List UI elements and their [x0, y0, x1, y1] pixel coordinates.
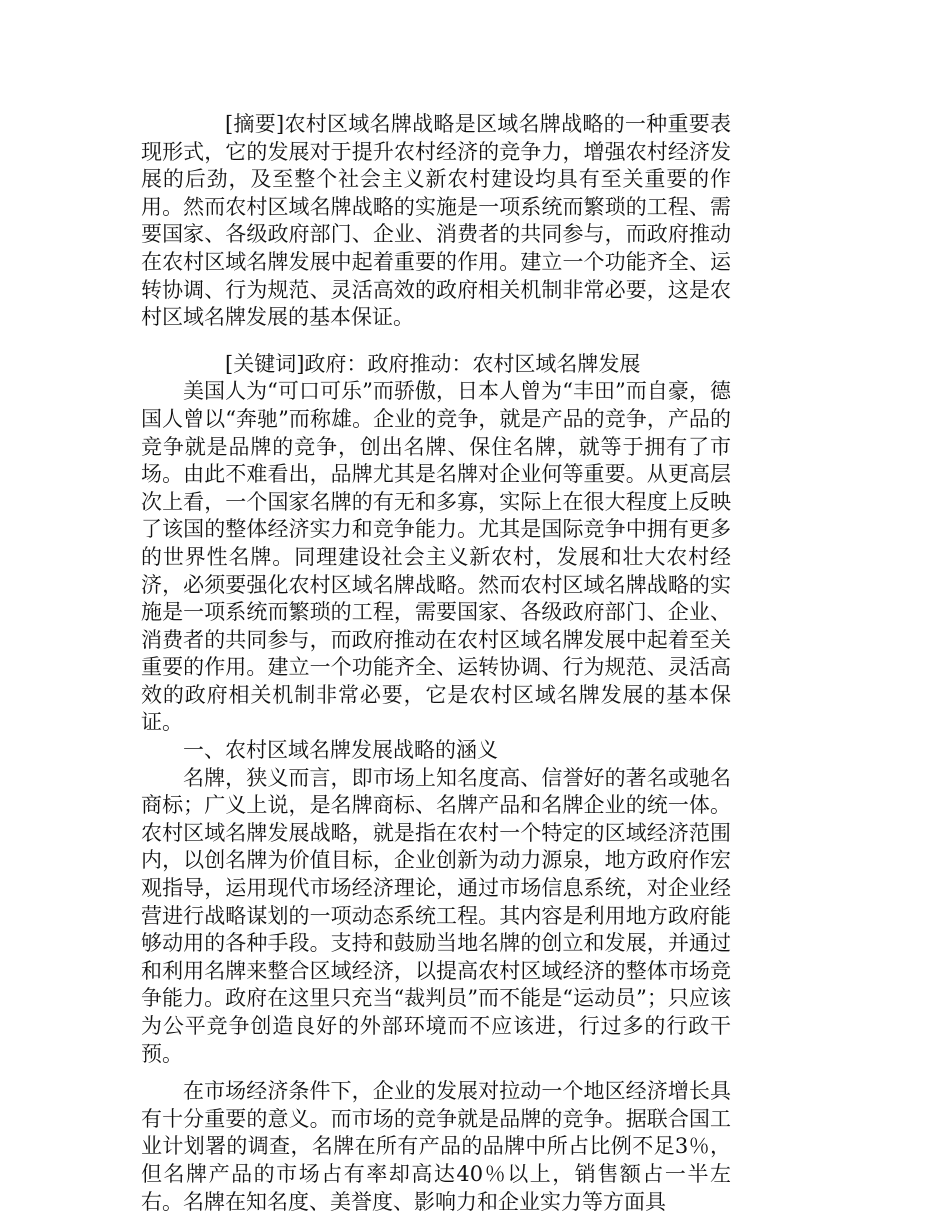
keywords-text: 政府：政府推动：农村区域名牌发展 — [304, 351, 641, 376]
keywords-paragraph — [141, 351, 731, 379]
definition-paragraph: 名牌，狭义而言，即市场上知名度高、信誉好的著名或驰名商标；广义上说，是名牌商标、名牌产品和名牌企业的统一体。农村区域名牌发展战略，就是指在农村一个特定的区域经济范围内，以创名牌为价值目标，企业创新为动力源泉，地方政府作宏观指导，运用现代市场经济理论，通过市场信息系统，对企业经营进行战略谋划的一项动态系统工程。其内容是利用地方政府能够动用的各种手段。支持和鼓励当地名牌的创立和发展，并通过和利用名牌来整合区域经济，以提高农村区域经济的整体市场竞争能力。政府在这里只充当“裁判员”而不能是“运动员”；只应该为公平竞争创造良好的外部环境而不应该进，行过多的行政干预。 — [141, 765, 731, 1066]
abstract-text: 农村区域名牌战略是区域名牌战略的一种重要表现形式，它的发展对于提升农村经济的竞争力，增强农村经济发展的后劲，及至整个社会主义新农村建设均具有至关重要的作用。然而农村区域名牌战略的实施是一项系统而繁琐的工程、需要国家、各级政府部门、企业、消费者的共同参与，而政府推动在农村区域名牌发展中起着重要的作用。建立一个功能齐全、运转协调、行为规范、灵活高效的政府相关机制非常必要，这是农村区域名牌发展的基本保证。 — [141, 112, 732, 330]
abstract-label: [摘要] — [225, 112, 285, 136]
section-heading: 一、农村区域名牌发展战略的涵义 — [183, 738, 498, 763]
abstract-paragraph — [141, 111, 731, 332]
market-paragraph: 在市场经济条件下，企业的发展对拉动一个地区经济增长具有十分重要的意义。而市场的竞争就是品牌的竞争。据联合国工业计划署的调查，名牌在所有产品的品牌中所占比例不足3％，但名牌产品的市场占有率却高达40％以上，销售额占一半左右。名牌在知名度、美誉度、影响力和企业实力等方面具 — [141, 1079, 731, 1214]
keywords-label: [关键词] — [225, 351, 305, 376]
intro-paragraph: 美国人为“可口可乐”而骄傲，日本人曾为“丰田”而自豪，德国人曾以“奔驰”而称雄。企业的竞争，就是产品的竞争，产品的竞争就是品牌的竞争，创出名牌、保住名牌，就等于拥有了市场。由此不难看出，品牌尤其是名牌对企业何等重要。从更高层次上看，一个国家名牌的有无和多寡，实际上在很大程度上反映了该国的整体经济实力和竞争能力。尤其是国际竞争中拥有更多的世界性名牌。同理建设社会主义新农村，发展和壮大农村经济，必须要强化农村区域名牌战略。然而农村区域名牌战略的实施是一项系统而繁琐的工程，需要国家、各级政府部门、企业、消费者的共同参与，而政府推动在农村区域名牌发展中起着至关重要的作用。建立一个功能齐全、运转协调、行为规范、灵活高效的政府相关机制非常必要，它是农村区域名牌发展的基本保证。 — [141, 379, 731, 735]
document-page — [141, 111, 731, 1216]
